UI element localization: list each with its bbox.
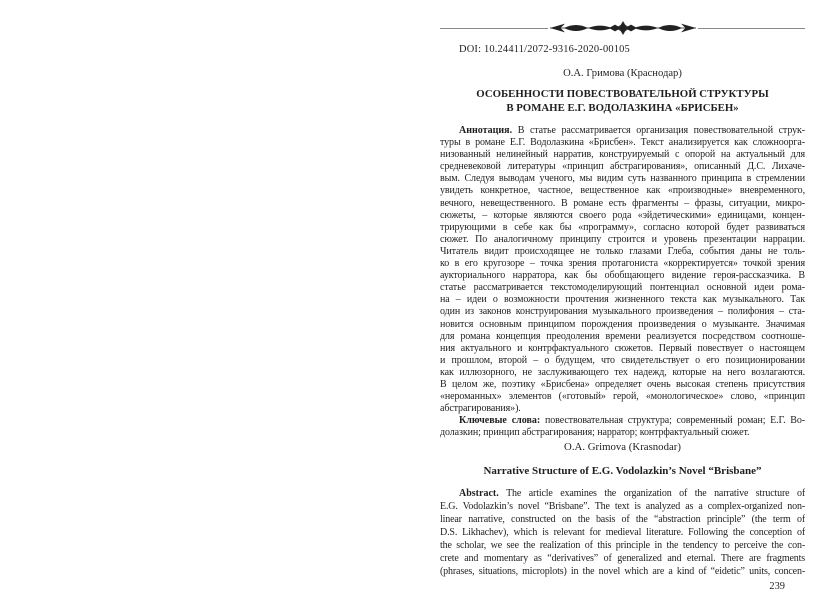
text-line: linear narrative, constructed on the basis of the “abstraction principle” (the term of	[440, 513, 805, 525]
text-line: туры в романе Е.Г. Водолазкина «Брисбен». Текст анализируется как сложноорга-	[440, 137, 805, 149]
text-line: долазкин; принцип абстрагирования; нарратор; контрфактуальный сюжет.	[440, 427, 750, 439]
abstract-russian-label: Аннотация.	[459, 125, 513, 136]
text-line: crete and momentary as “derivatives” of generalized and eternal. There are fragments	[440, 552, 805, 564]
keywords-russian-first-line	[440, 415, 805, 427]
abstract-russian-lines	[440, 137, 805, 415]
title-russian-line-1: ОСОБЕННОСТИ ПОВЕСТВОВАТЕЛЬНОЙ СТРУКТУРЫ	[476, 88, 769, 100]
text-line: E.G. Vodolazkin’s novel “Brisbane”. The text is analyzed as a complex-organized non-	[440, 500, 805, 512]
divider-rule-left	[440, 28, 548, 29]
text-line: ко в его кругозоре – точка зрения протагониста «корректируется» точкой зрения	[440, 258, 805, 270]
text-line: абстрагирования»).	[440, 403, 521, 415]
text-line: средневековой литературы «принцип абстрагирования», описанный Д.С. Лихаче-	[440, 161, 805, 173]
text-line: для романа концепция преодоления времени реализуется посредством соотноше-	[440, 330, 805, 342]
text-line: увидеть конкретное, частное, вещественное как «производные» вневременного,	[440, 185, 805, 197]
text-line: «нероманных» элементов («готовый» герой, «монологическое» слово, «принцип	[440, 391, 805, 403]
text-line: низованный нелинейный нарратив, конструируемый с опорой на актуальный для	[440, 149, 805, 161]
text-line: как иллюзорного, не заслуживающего тех надежд, которые на него возлагаются.	[440, 366, 805, 378]
text-line: ния актуального и контрфактуального сюжетов. Первый повествует о настоящем	[440, 342, 805, 354]
keywords-russian-lines	[440, 427, 805, 439]
page-number: 239	[769, 580, 785, 592]
text-line: the scholar, we see the realization of this principle in the tendency to perceive the con-	[440, 539, 805, 551]
abstract-english-label: Abstract.	[459, 487, 499, 499]
text-line: В целом же, поэтику «Брисбена» определяет очень высокая степень присутствия	[440, 378, 805, 390]
text-line: вечного, невещественного. В романе есть фрагменты – фразы, ситуации, микро-	[440, 197, 805, 209]
text-line: сюжет. По аналогичному принципу строится и уровень презентации наррации.	[440, 233, 805, 245]
fleuron-ornament-icon	[548, 21, 698, 35]
text-line: на – идеи о возможности прочтения жизненного текста как музыкального. Так	[440, 294, 805, 306]
abstract-russian	[440, 125, 805, 415]
text-line: аукториального нарратора, как бы обобщающего видение героя-рассказчика. В	[440, 270, 805, 282]
author-english: O.A. Grimova (Krasnodar)	[564, 441, 681, 454]
article-title-russian	[440, 88, 805, 115]
author-russian: О.А. Гримова (Краснодар)	[563, 68, 682, 79]
abstract-english-lines	[440, 500, 805, 578]
abstract-russian-first-line-text: В статье рассматривается организация повествовательной струк-	[517, 125, 805, 136]
text-line: Читатель видит происходящее не только глазами Глеба, события даны не толь-	[440, 245, 805, 257]
keywords-russian-first-line-text: повествовательная структура; современный роман; Е.Г. Во-	[545, 415, 805, 427]
abstract-english	[440, 487, 805, 578]
abstract-russian-first-line	[440, 125, 805, 137]
article-title-english: Narrative Structure of E.G. Vodolazkin’s Novel “Brisbane”	[483, 465, 762, 478]
title-russian-line-2: В РОМАНЕ Е.Г. ВОДОЛАЗКИНА «БРИСБЕН»	[506, 101, 739, 114]
article-page	[440, 0, 805, 593]
divider-rule-right	[698, 28, 806, 29]
text-line: D.S. Likhachev), which is relevant for medieval literature. Following the conception of	[440, 526, 805, 538]
abstract-english-first-line	[440, 487, 805, 500]
text-line: статье рассматривается текстомоделирующий понтенциал основной идеи рома-	[440, 282, 805, 294]
text-line: новится основным принципом порождения произведения о музыканте. Значимая	[440, 318, 805, 330]
text-line: (phrases, situations, microplots) in the novel which are a kind of “eidetic” units, concen-	[440, 565, 805, 577]
keywords-russian	[440, 415, 805, 439]
ornament-divider	[440, 21, 805, 35]
keywords-russian-label: Ключевые слова:	[459, 415, 541, 427]
text-line: и прошлом, второй – о будущем, что свидетельствует о его позиционировании	[440, 354, 805, 366]
abstract-english-first-line-text: The article examines the organization of the narrative structure of	[506, 487, 805, 499]
text-line: сюжеты, – которые являются своего рода «эйдетическими» единицами, концен-	[440, 209, 805, 221]
text-line: один из законов конструирования музыкального произведения – полифония – ста-	[440, 306, 805, 318]
text-line: трирующими в себе как бы «программу», согласно которой будет развиваться	[440, 221, 805, 233]
text-line: вым. Следуя выводам ученого, мы видим суть названного принципа в стремлении	[440, 173, 805, 185]
doi-line: DOI: 10.24411/2072-9316-2020-00105	[459, 44, 630, 55]
